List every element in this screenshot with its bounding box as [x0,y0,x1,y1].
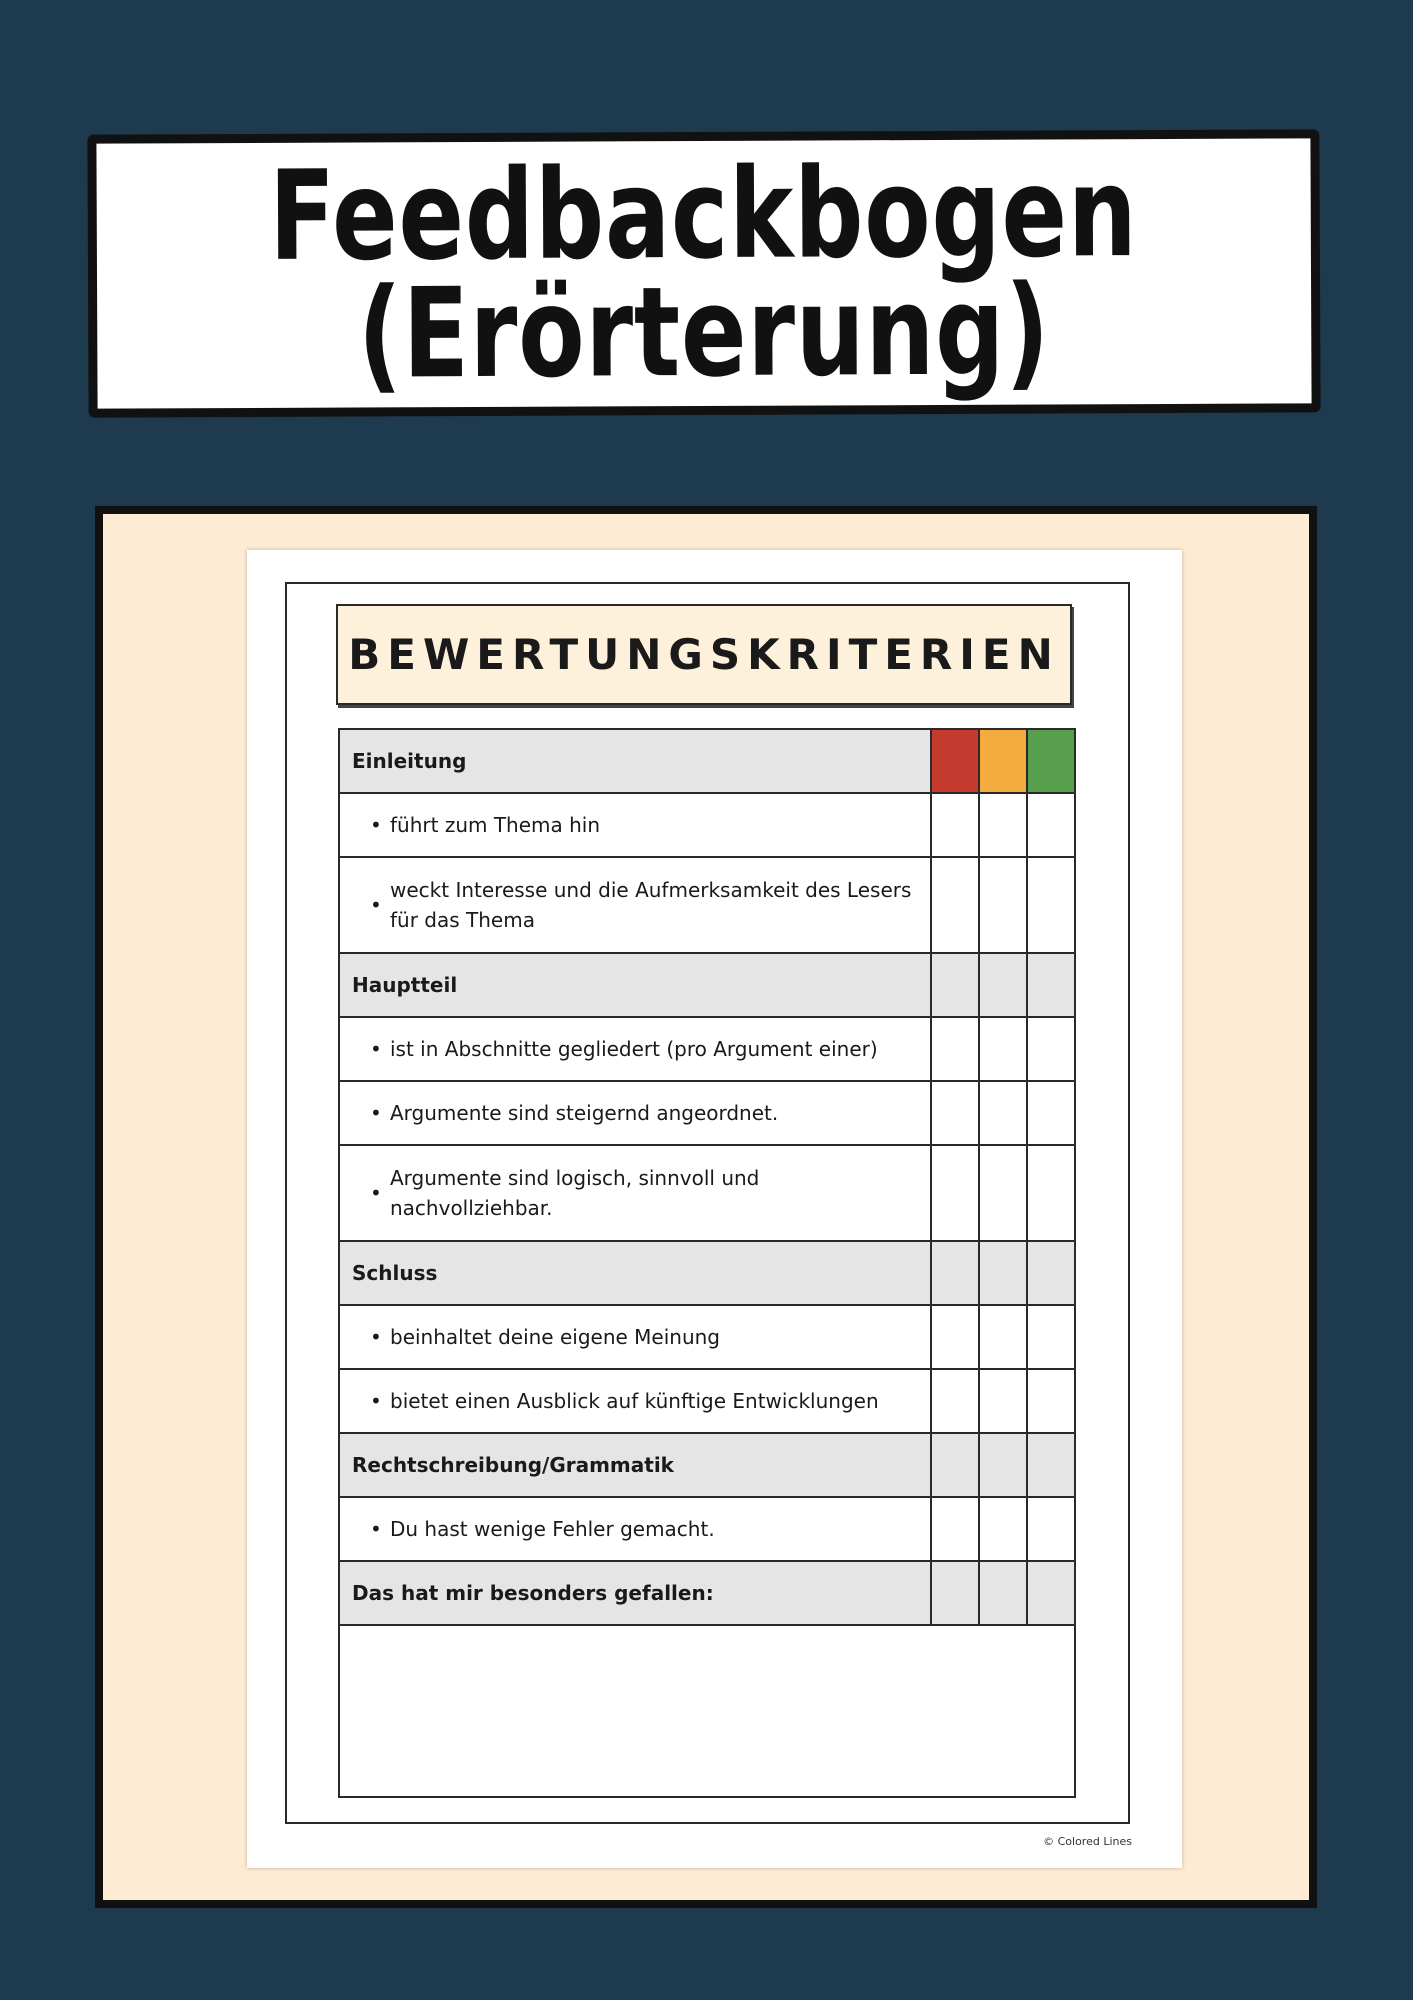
criterion-text: ist in Abschnitte gegliedert (pro Argument einer) [390,1037,878,1061]
table-row [339,1561,1075,1625]
bullet: • [370,1181,382,1205]
rating-checkbox[interactable] [931,857,979,953]
rating-yellow-header [979,729,1027,793]
free-text-area[interactable] [339,1625,1075,1797]
bullet: • [370,1037,382,1061]
worksheet-page [247,550,1182,1868]
section-label: Hauptteil [352,973,458,997]
table-row [339,1081,1075,1145]
criterion-text: führt zum Thema hin [390,813,601,837]
rating-cell [979,1561,1027,1625]
rating-cell [931,1433,979,1497]
rating-checkbox[interactable] [979,1081,1027,1145]
rating-checkbox[interactable] [979,1305,1027,1369]
rating-cell [931,1561,979,1625]
rating-cell [979,953,1027,1017]
rating-cell [931,953,979,1017]
section-label: Schluss [352,1261,438,1285]
rating-checkbox[interactable] [1027,1081,1075,1145]
criterion-text: Argumente sind steigernd angeordnet. [390,1101,779,1125]
criterion-text: Du hast wenige Fehler gemacht. [390,1517,715,1541]
rating-checkbox[interactable] [1027,793,1075,857]
rating-checkbox[interactable] [979,857,1027,953]
table-row [339,953,1075,1017]
rating-checkbox[interactable] [979,793,1027,857]
heading-box [336,604,1072,705]
rating-cell [1027,1433,1075,1497]
criteria-heading: BEWERTUNGSKRITERIEN [348,630,1060,679]
title-banner [87,129,1320,417]
worksheet-preview-frame [95,506,1317,1908]
rating-cell [979,1433,1027,1497]
bullet: • [370,1517,382,1541]
rating-checkbox[interactable] [1027,1305,1075,1369]
copyright-note: © Colored Lines [1043,1835,1132,1848]
table-row [339,729,1075,793]
bullet: • [370,893,382,917]
section-label: Einleitung [352,749,467,773]
bullet: • [370,1389,382,1413]
table-row [339,1433,1075,1497]
section-label: Das hat mir besonders gefallen: [352,1581,714,1605]
table-row [339,1017,1075,1081]
rating-checkbox[interactable] [931,1305,979,1369]
criteria-table [338,728,1076,1798]
table-row [339,1497,1075,1561]
table-row [339,1369,1075,1433]
comment-box[interactable] [339,1625,1075,1797]
rating-checkbox[interactable] [1027,1497,1075,1561]
table-row [339,1305,1075,1369]
rating-checkbox[interactable] [979,1497,1027,1561]
rating-checkbox[interactable] [1027,1017,1075,1081]
table-row [339,1145,1075,1241]
title-line-1: Feedbackbogen [269,140,1139,289]
table-row [339,793,1075,857]
bullet: • [370,1325,382,1349]
rating-cell [1027,953,1075,1017]
rating-checkbox[interactable] [931,1017,979,1081]
table-row [339,857,1075,953]
section-label: Rechtschreibung/Grammatik [352,1453,674,1477]
rating-cell [979,1241,1027,1305]
criterion-text: bietet einen Ausblick auf künftige Entwicklungen [390,1389,879,1413]
rating-cell [1027,1241,1075,1305]
table-row [339,1241,1075,1305]
title-line-2: (Erörterung) [357,258,1051,407]
bullet: • [370,1101,382,1125]
rating-checkbox[interactable] [1027,857,1075,953]
criterion-text: Argumente sind logisch, sinnvoll und nachvollziehbar. [390,1166,760,1220]
criterion-text: beinhaltet deine eigene Meinung [390,1325,720,1349]
rating-cell [1027,1561,1075,1625]
rating-checkbox[interactable] [979,1145,1027,1241]
rating-checkbox[interactable] [931,1369,979,1433]
rating-checkbox[interactable] [979,1017,1027,1081]
rating-checkbox[interactable] [979,1369,1027,1433]
rating-checkbox[interactable] [931,1497,979,1561]
rating-checkbox[interactable] [1027,1145,1075,1241]
rating-checkbox[interactable] [931,1145,979,1241]
bullet: • [370,813,382,837]
criterion-text: weckt Interesse und die Aufmerksamkeit des Lesers für das Thema [390,878,912,932]
rating-cell [931,1241,979,1305]
rating-checkbox[interactable] [1027,1369,1075,1433]
rating-checkbox[interactable] [931,1081,979,1145]
rating-green-header [1027,729,1075,793]
rating-red-header [931,729,979,793]
rating-checkbox[interactable] [931,793,979,857]
